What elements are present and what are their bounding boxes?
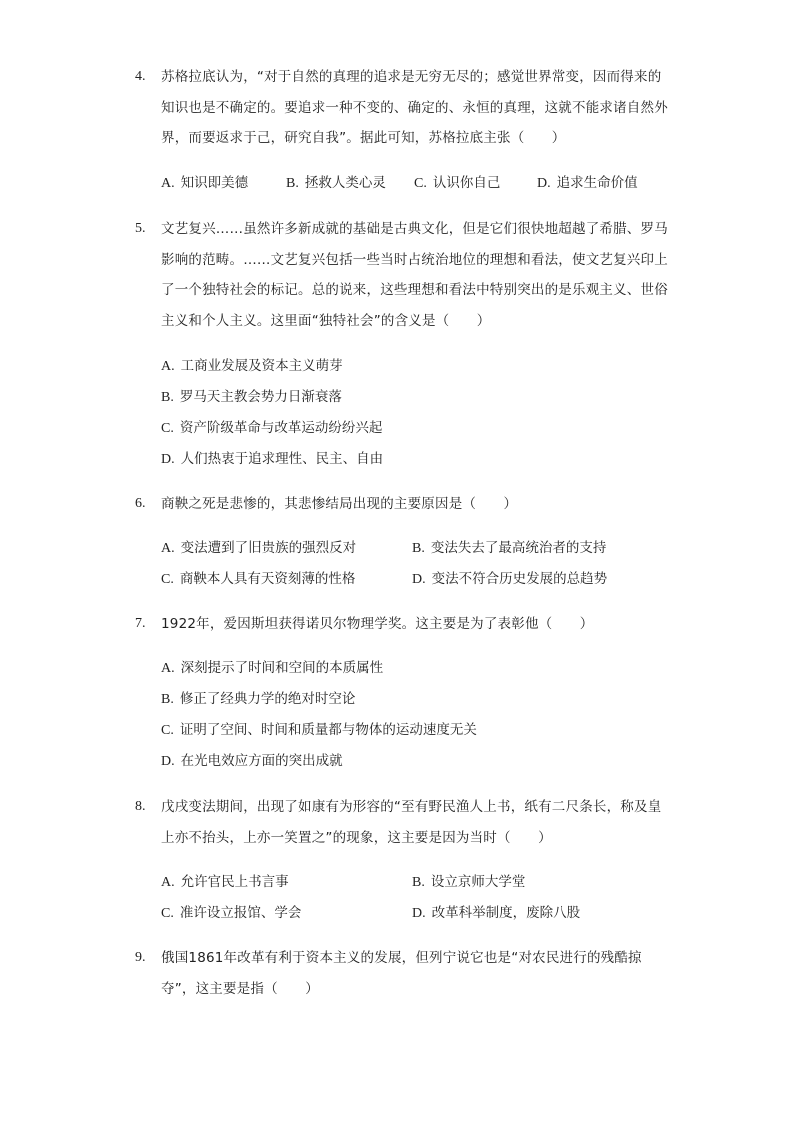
option-a[interactable]: A. 深刻提示了时间和空间的本质属性 — [161, 660, 384, 676]
option-c[interactable]: C. 准许设立报馆、学会 — [161, 905, 302, 921]
question-stem: 1922年，爱因斯坦获得诺贝尔物理学奖。这主要是为了表彰他（ ） — [161, 616, 594, 632]
option-c[interactable]: C. 资产阶级革命与改革运动纷纷兴起 — [161, 420, 383, 436]
question-stem: 文艺复兴……虽然许多新成就的基础是古典文化，但是它们很快地超越了希腊、罗马影响的范畴。……文艺复兴包括一些当时占统治地位的理想和看法，使文艺复兴印上了一个独特社会的标记。总的说来，这些理想和看法中特别突出的是乐观主义、世俗主义和个人主义。这里面“独特社会”的含义是（ ） — [161, 221, 668, 329]
options-q8 — [161, 867, 681, 929]
question-stem: 俄国1861年改革有利于资本主义的发展，但列宁说它也是“对农民进行的残酷掠夺”，这主要是指（ ） — [161, 950, 642, 997]
option-d[interactable]: D. 人们热衷于追求理性、民主、自由 — [161, 451, 384, 467]
option-d[interactable]: D. 追求生命价值 — [537, 175, 638, 191]
question-8 — [135, 792, 675, 853]
option-c[interactable]: C. 证明了空间、时间和质量都与物体的运动速度无关 — [161, 722, 477, 738]
question-7 — [135, 609, 675, 640]
question-6 — [135, 489, 675, 520]
option-a[interactable]: A. 工商业发展及资本主义萌芽 — [161, 358, 343, 374]
option-b[interactable]: B. 设立京师大学堂 — [412, 874, 526, 890]
options-q6 — [161, 533, 681, 595]
question-5 — [135, 214, 675, 336]
question-number: 7. — [135, 616, 146, 631]
options-q5 — [161, 351, 681, 475]
question-number: 9. — [135, 950, 146, 965]
option-a[interactable]: A. 知识即美德 — [161, 175, 249, 191]
question-9 — [135, 943, 675, 1004]
option-b[interactable]: B. 拯救人类心灵 — [286, 175, 386, 191]
question-stem: 商鞅之死是悲惨的，其悲惨结局出现的主要原因是（ ） — [161, 496, 518, 512]
question-number: 6. — [135, 496, 146, 511]
option-c[interactable]: C. 商鞅本人具有天资刻薄的性格 — [161, 571, 356, 587]
question-stem: 苏格拉底认为，“对于自然的真理的追求是无穷无尽的；感觉世界常变，因而得来的知识也是不确定的。要追求一种不变的、确定的、永恒的真理，这就不能求诸自然外界，而要返求于己，研究自我”。据此可知，苏格拉底主张（ ） — [161, 69, 668, 146]
question-number: 4. — [135, 69, 146, 84]
option-c[interactable]: C. 认识你自己 — [414, 175, 501, 191]
question-number: 5. — [135, 221, 146, 236]
options-q7 — [161, 653, 681, 777]
option-b[interactable]: B. 修正了经典力学的绝对时空论 — [161, 691, 356, 707]
option-d[interactable]: D. 改革科举制度，废除八股 — [412, 905, 581, 921]
question-4 — [135, 62, 675, 154]
option-a[interactable]: A. 允许官民上书言事 — [161, 874, 289, 890]
option-b[interactable]: B. 变法失去了最高统治者的支持 — [412, 540, 607, 556]
question-number: 8. — [135, 799, 146, 814]
option-b[interactable]: B. 罗马天主教会势力日渐衰落 — [161, 389, 342, 405]
option-d[interactable]: D. 变法不符合历史发展的总趋势 — [412, 571, 608, 587]
option-a[interactable]: A. 变法遭到了旧贵族的强烈反对 — [161, 540, 357, 556]
question-stem: 戊戌变法期间，出现了如康有为形容的“至有野民渔人上书，纸有二尺条长，称及皇上亦不抬头，上亦一笑置之”的现象，这主要是因为当时（ ） — [161, 799, 662, 846]
option-d[interactable]: D. 在光电效应方面的突出成就 — [161, 753, 343, 769]
options-q4 — [161, 168, 681, 199]
